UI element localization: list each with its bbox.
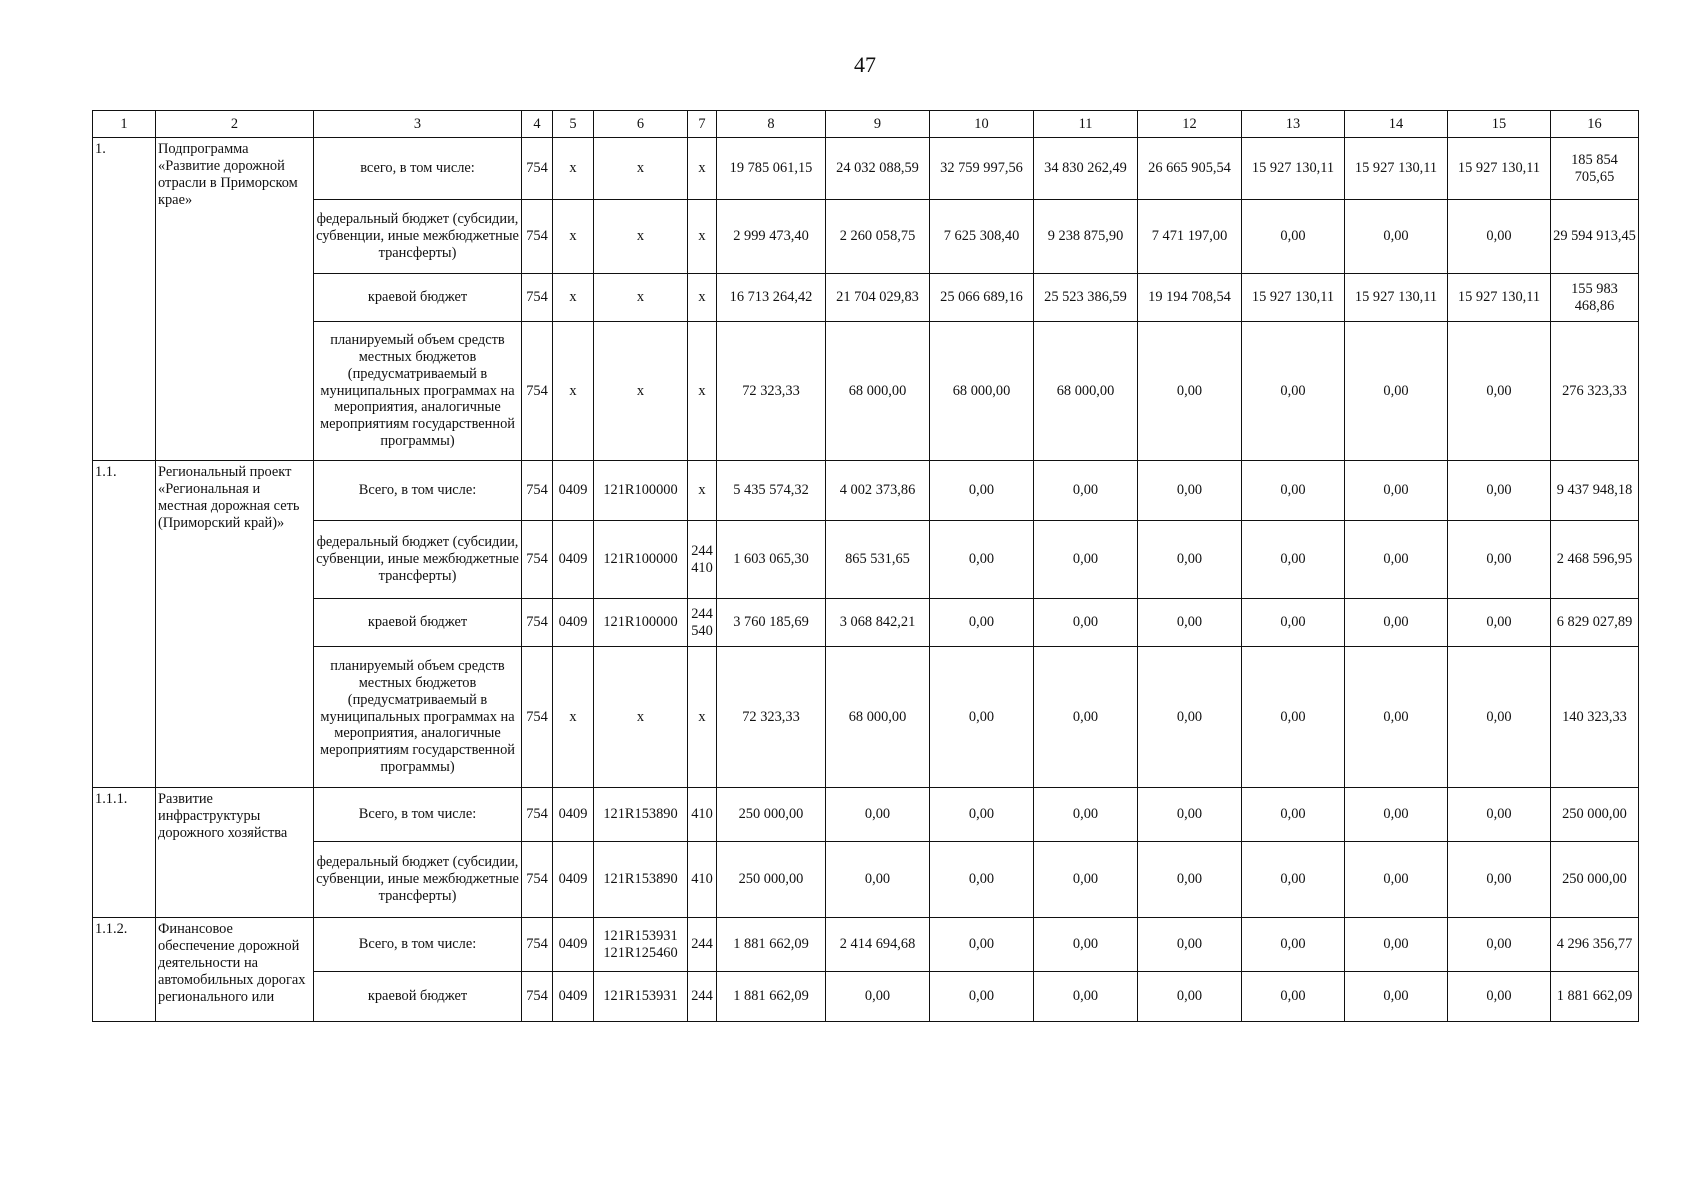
- column-header: 15: [1448, 111, 1551, 138]
- target-article-code: 121R100000: [594, 599, 688, 647]
- total-amount: 29 594 913,45: [1551, 200, 1639, 274]
- year-amount: 0,00: [1138, 521, 1242, 599]
- year-amount: 15 927 130,11: [1242, 138, 1345, 200]
- table-row: [93, 138, 1639, 200]
- budget-table: [92, 110, 1639, 1022]
- funding-source: Всего, в том числе:: [314, 918, 522, 972]
- year-amount: 0,00: [1345, 599, 1448, 647]
- column-header: 7: [688, 111, 717, 138]
- grbs-code: 754: [522, 138, 553, 200]
- year-amount: 0,00: [1345, 842, 1448, 918]
- expense-type-code: 410: [688, 788, 717, 842]
- expense-type-code: х: [688, 200, 717, 274]
- year-amount: 250 000,00: [717, 842, 826, 918]
- target-article-code: х: [594, 138, 688, 200]
- row-number: 1.1.: [93, 461, 156, 788]
- program-name: Подпрограмма «Развитие дорожной отрасли в Приморском крае»: [156, 138, 314, 461]
- total-amount: 276 323,33: [1551, 322, 1639, 461]
- year-amount: 0,00: [1345, 647, 1448, 788]
- column-header: 5: [553, 111, 594, 138]
- year-amount: 0,00: [1448, 521, 1551, 599]
- row-number: 1.: [93, 138, 156, 461]
- year-amount: 68 000,00: [1034, 322, 1138, 461]
- expense-type-code: х: [688, 274, 717, 322]
- target-article-code: 121R153931: [594, 972, 688, 1022]
- year-amount: 19 194 708,54: [1138, 274, 1242, 322]
- table-row: [93, 200, 1639, 274]
- year-amount: 7 625 308,40: [930, 200, 1034, 274]
- year-amount: 0,00: [1138, 842, 1242, 918]
- year-amount: 0,00: [1138, 647, 1242, 788]
- section-code: 0409: [553, 842, 594, 918]
- year-amount: 0,00: [1345, 972, 1448, 1022]
- grbs-code: 754: [522, 274, 553, 322]
- funding-source: федеральный бюджет (субсидии, субвенции, иные межбюджетные трансферты): [314, 200, 522, 274]
- year-amount: 0,00: [930, 842, 1034, 918]
- year-amount: 0,00: [1138, 599, 1242, 647]
- year-amount: 1 881 662,09: [717, 972, 826, 1022]
- year-amount: 0,00: [1138, 461, 1242, 521]
- grbs-code: 754: [522, 521, 553, 599]
- table-row: [93, 647, 1639, 788]
- section-code: 0409: [553, 521, 594, 599]
- year-amount: 0,00: [1448, 918, 1551, 972]
- section-code: 0409: [553, 599, 594, 647]
- year-amount: 0,00: [1448, 647, 1551, 788]
- year-amount: 0,00: [930, 918, 1034, 972]
- program-name: Финансовое обеспечение дорожной деятельности на автомобильных дорогах регионального или: [156, 918, 314, 1022]
- year-amount: 0,00: [826, 842, 930, 918]
- year-amount: 15 927 130,11: [1345, 274, 1448, 322]
- year-amount: 68 000,00: [826, 647, 930, 788]
- year-amount: 0,00: [1242, 200, 1345, 274]
- table-row: [93, 918, 1639, 972]
- total-amount: 250 000,00: [1551, 842, 1639, 918]
- expense-type-code: х: [688, 461, 717, 521]
- year-amount: 0,00: [1034, 647, 1138, 788]
- year-amount: 19 785 061,15: [717, 138, 826, 200]
- year-amount: 0,00: [1034, 521, 1138, 599]
- year-amount: 0,00: [1138, 788, 1242, 842]
- funding-source: федеральный бюджет (субсидии, субвенции, иные межбюджетные трансферты): [314, 842, 522, 918]
- column-header: 3: [314, 111, 522, 138]
- total-amount: 1 881 662,09: [1551, 972, 1639, 1022]
- year-amount: 0,00: [826, 788, 930, 842]
- year-amount: 0,00: [1448, 461, 1551, 521]
- target-article-code: 121R100000: [594, 461, 688, 521]
- total-amount: 6 829 027,89: [1551, 599, 1639, 647]
- table-row: [93, 322, 1639, 461]
- year-amount: 0,00: [1034, 788, 1138, 842]
- grbs-code: 754: [522, 599, 553, 647]
- column-header: 4: [522, 111, 553, 138]
- funding-source: краевой бюджет: [314, 599, 522, 647]
- year-amount: 0,00: [930, 788, 1034, 842]
- target-article-code: х: [594, 647, 688, 788]
- expense-type-code: х: [688, 138, 717, 200]
- year-amount: 21 704 029,83: [826, 274, 930, 322]
- year-amount: 0,00: [1345, 521, 1448, 599]
- year-amount: 0,00: [1034, 461, 1138, 521]
- year-amount: 0,00: [1345, 200, 1448, 274]
- year-amount: 0,00: [1138, 972, 1242, 1022]
- target-article-code: 121R153931 121R125460: [594, 918, 688, 972]
- expense-type-code: 244 540: [688, 599, 717, 647]
- section-code: 0409: [553, 461, 594, 521]
- year-amount: 2 414 694,68: [826, 918, 930, 972]
- year-amount: 0,00: [1034, 842, 1138, 918]
- target-article-code: х: [594, 322, 688, 461]
- table-row: [93, 842, 1639, 918]
- funding-source: всего, в том числе:: [314, 138, 522, 200]
- target-article-code: х: [594, 274, 688, 322]
- table-row: [93, 972, 1639, 1022]
- section-code: х: [553, 322, 594, 461]
- column-header: 2: [156, 111, 314, 138]
- total-amount: 155 983 468,86: [1551, 274, 1639, 322]
- year-amount: 0,00: [930, 461, 1034, 521]
- year-amount: 16 713 264,42: [717, 274, 826, 322]
- section-code: 0409: [553, 918, 594, 972]
- year-amount: 5 435 574,32: [717, 461, 826, 521]
- year-amount: 0,00: [1345, 788, 1448, 842]
- year-amount: 0,00: [826, 972, 930, 1022]
- year-amount: 0,00: [1242, 322, 1345, 461]
- year-amount: 0,00: [1448, 200, 1551, 274]
- year-amount: 0,00: [1448, 322, 1551, 461]
- column-header: 8: [717, 111, 826, 138]
- year-amount: 34 830 262,49: [1034, 138, 1138, 200]
- year-amount: 0,00: [1448, 842, 1551, 918]
- year-amount: 250 000,00: [717, 788, 826, 842]
- year-amount: 24 032 088,59: [826, 138, 930, 200]
- grbs-code: 754: [522, 647, 553, 788]
- year-amount: 2 260 058,75: [826, 200, 930, 274]
- year-amount: 0,00: [1345, 322, 1448, 461]
- funding-source: федеральный бюджет (субсидии, субвенции, иные межбюджетные трансферты): [314, 521, 522, 599]
- row-number: 1.1.2.: [93, 918, 156, 1022]
- funding-source: Всего, в том числе:: [314, 788, 522, 842]
- year-amount: 0,00: [1242, 918, 1345, 972]
- funding-source: планируемый объем средств местных бюджетов (предусматриваемый в муниципальных программах на мероприятия, аналогичные мероприятиям государственной программы): [314, 322, 522, 461]
- year-amount: 0,00: [1138, 322, 1242, 461]
- expense-type-code: х: [688, 647, 717, 788]
- expense-type-code: 410: [688, 842, 717, 918]
- year-amount: 72 323,33: [717, 322, 826, 461]
- year-amount: 2 999 473,40: [717, 200, 826, 274]
- year-amount: 0,00: [1242, 599, 1345, 647]
- year-amount: 0,00: [1448, 788, 1551, 842]
- row-number: 1.1.1.: [93, 788, 156, 918]
- total-amount: 185 854 705,65: [1551, 138, 1639, 200]
- year-amount: 0,00: [930, 647, 1034, 788]
- year-amount: 0,00: [1345, 461, 1448, 521]
- year-amount: 1 603 065,30: [717, 521, 826, 599]
- expense-type-code: 244 410: [688, 521, 717, 599]
- total-amount: 2 468 596,95: [1551, 521, 1639, 599]
- grbs-code: 754: [522, 788, 553, 842]
- grbs-code: 754: [522, 972, 553, 1022]
- expense-type-code: х: [688, 322, 717, 461]
- table-row: [93, 788, 1639, 842]
- year-amount: 0,00: [1242, 972, 1345, 1022]
- year-amount: 25 066 689,16: [930, 274, 1034, 322]
- program-name: Региональный проект «Региональная и местная дорожная сеть (Приморский край)»: [156, 461, 314, 788]
- column-header: 11: [1034, 111, 1138, 138]
- year-amount: 0,00: [1034, 972, 1138, 1022]
- year-amount: 26 665 905,54: [1138, 138, 1242, 200]
- year-amount: 4 002 373,86: [826, 461, 930, 521]
- column-header: 1: [93, 111, 156, 138]
- year-amount: 0,00: [1034, 599, 1138, 647]
- year-amount: 9 238 875,90: [1034, 200, 1138, 274]
- funding-source: краевой бюджет: [314, 972, 522, 1022]
- year-amount: 32 759 997,56: [930, 138, 1034, 200]
- year-amount: 1 881 662,09: [717, 918, 826, 972]
- year-amount: 0,00: [1345, 918, 1448, 972]
- year-amount: 0,00: [1242, 788, 1345, 842]
- year-amount: 72 323,33: [717, 647, 826, 788]
- target-article-code: х: [594, 200, 688, 274]
- grbs-code: 754: [522, 842, 553, 918]
- year-amount: 0,00: [930, 599, 1034, 647]
- column-header: 14: [1345, 111, 1448, 138]
- table-row: [93, 599, 1639, 647]
- year-amount: 0,00: [1448, 972, 1551, 1022]
- target-article-code: 121R153890: [594, 842, 688, 918]
- grbs-code: 754: [522, 918, 553, 972]
- year-amount: 0,00: [930, 521, 1034, 599]
- section-code: 0409: [553, 972, 594, 1022]
- year-amount: 0,00: [1242, 647, 1345, 788]
- column-header: 10: [930, 111, 1034, 138]
- year-amount: 0,00: [930, 972, 1034, 1022]
- year-amount: 15 927 130,11: [1448, 138, 1551, 200]
- funding-source: планируемый объем средств местных бюджетов (предусматриваемый в муниципальных программах на мероприятия, аналогичные мероприятиям государственной программы): [314, 647, 522, 788]
- total-amount: 9 437 948,18: [1551, 461, 1639, 521]
- section-code: х: [553, 138, 594, 200]
- column-header: 16: [1551, 111, 1639, 138]
- grbs-code: 754: [522, 461, 553, 521]
- year-amount: 15 927 130,11: [1448, 274, 1551, 322]
- year-amount: 0,00: [1034, 918, 1138, 972]
- year-amount: 15 927 130,11: [1345, 138, 1448, 200]
- column-header: 12: [1138, 111, 1242, 138]
- year-amount: 0,00: [1242, 842, 1345, 918]
- year-amount: 15 927 130,11: [1242, 274, 1345, 322]
- table-row: [93, 274, 1639, 322]
- total-amount: 250 000,00: [1551, 788, 1639, 842]
- expense-type-code: 244: [688, 972, 717, 1022]
- program-name: Развитие инфраструктуры дорожного хозяйства: [156, 788, 314, 918]
- year-amount: 68 000,00: [930, 322, 1034, 461]
- year-amount: 7 471 197,00: [1138, 200, 1242, 274]
- total-amount: 140 323,33: [1551, 647, 1639, 788]
- column-header: 13: [1242, 111, 1345, 138]
- year-amount: 0,00: [1448, 599, 1551, 647]
- year-amount: 0,00: [1242, 461, 1345, 521]
- section-code: х: [553, 274, 594, 322]
- year-amount: 3 068 842,21: [826, 599, 930, 647]
- funding-source: краевой бюджет: [314, 274, 522, 322]
- year-amount: 25 523 386,59: [1034, 274, 1138, 322]
- year-amount: 0,00: [1242, 521, 1345, 599]
- table-row: [93, 461, 1639, 521]
- year-amount: 3 760 185,69: [717, 599, 826, 647]
- section-code: х: [553, 647, 594, 788]
- table-row: [93, 521, 1639, 599]
- header-row: [93, 111, 1639, 138]
- target-article-code: 121R100000: [594, 521, 688, 599]
- year-amount: 865 531,65: [826, 521, 930, 599]
- year-amount: 0,00: [1138, 918, 1242, 972]
- column-header: 9: [826, 111, 930, 138]
- page-number: 47: [854, 52, 876, 77]
- total-amount: 4 296 356,77: [1551, 918, 1639, 972]
- expense-type-code: 244: [688, 918, 717, 972]
- grbs-code: 754: [522, 322, 553, 461]
- section-code: х: [553, 200, 594, 274]
- year-amount: 68 000,00: [826, 322, 930, 461]
- funding-source: Всего, в том числе:: [314, 461, 522, 521]
- column-header: 6: [594, 111, 688, 138]
- grbs-code: 754: [522, 200, 553, 274]
- section-code: 0409: [553, 788, 594, 842]
- target-article-code: 121R153890: [594, 788, 688, 842]
